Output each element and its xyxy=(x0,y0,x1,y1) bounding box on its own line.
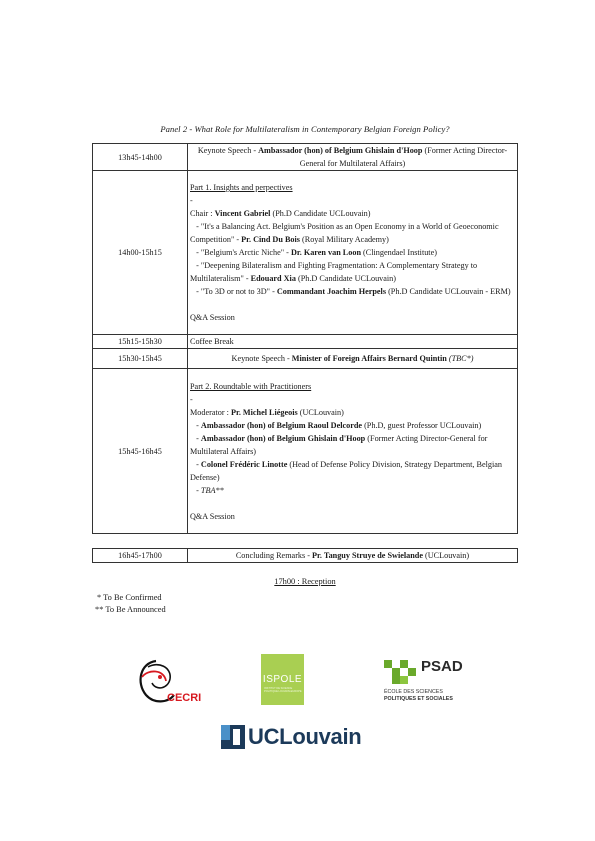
reception-line: 17h00 : Reception xyxy=(274,577,336,586)
psad-subtitle xyxy=(384,689,453,702)
moderator-label: Moderator : xyxy=(190,407,231,417)
talk-title: - "It's a Balancing Act. Belgium's Position as an Open Economy in a World of Geoeconomic Competition" - xyxy=(190,222,501,244)
tbc-mark: (TBC*) xyxy=(448,354,474,363)
speaker-name: Dr. Karen van Loon xyxy=(290,248,361,257)
concluding-cell xyxy=(188,549,518,563)
psad-subtitle-line1: ÉCOLE DES SCIENCES xyxy=(384,689,443,695)
speaker-name: Edouard Xia xyxy=(250,274,296,283)
cecri-emblem-icon xyxy=(134,657,204,707)
tba-speaker: TBA** xyxy=(200,485,224,495)
bullet: - xyxy=(190,433,201,443)
talk-title: - "To 3D or not to 3D" - xyxy=(190,287,277,296)
speaker-name: Pr. Cind Du Bois xyxy=(241,235,300,244)
cecri-logo xyxy=(134,657,204,707)
keynote-speaker: Minister of Foreign Affairs Bernard Quintin xyxy=(291,354,447,363)
table-row xyxy=(93,144,518,171)
moderator-affiliation: (UCLouvain) xyxy=(297,407,344,417)
qa-session: Q&A Session xyxy=(190,511,235,521)
keynote-prefix: Keynote Speech - xyxy=(197,146,259,155)
chair-line xyxy=(190,207,515,220)
ispole-subtitle: INSTITUT DE SCIENCE POLITIQUE LOUVAIN-EUROPE xyxy=(264,687,302,693)
table-row xyxy=(93,349,518,369)
part2-cell xyxy=(188,369,518,534)
panel-title: Panel 2 - What Role for Multilateralism in Contemporary Belgian Foreign Policy? xyxy=(160,124,450,134)
list-item xyxy=(190,419,515,432)
spacer xyxy=(190,497,515,510)
time-cell: 13h45-14h00 xyxy=(93,144,188,171)
concluding-table xyxy=(92,548,518,563)
table-row xyxy=(93,549,518,563)
keynote-speaker: Ambassador (hon) of Belgium Ghislain d'Hoop xyxy=(258,146,423,155)
time-cell: 16h45-17h00 xyxy=(93,549,188,563)
program-table xyxy=(92,143,518,534)
coffee-break: Coffee Break xyxy=(188,335,518,349)
psad-wordmark: PSAD xyxy=(421,658,463,675)
keynote-role: (Former Acting Director-General for Multilateral Affairs) xyxy=(299,146,508,168)
time-cell: 14h00-15h15 xyxy=(93,171,188,335)
keynote-cell xyxy=(188,144,518,171)
concluding-speaker: Pr. Tanguy Struye de Swielande xyxy=(312,551,423,560)
qa-session: Q&A Session xyxy=(190,313,235,322)
moderator-line xyxy=(190,406,515,419)
bullet: - xyxy=(190,485,201,495)
part2-title: Part 2. Roundtable with Practitioners xyxy=(190,381,312,391)
speaker-name: Colonel Frédéric Linotte xyxy=(200,459,288,469)
spacer xyxy=(190,298,515,311)
uclouvain-logo xyxy=(221,723,381,751)
concluding-prefix: Concluding Remarks - xyxy=(235,551,313,560)
part1-title: Part 1. Insights and perpectives xyxy=(190,183,293,192)
cecri-wordmark: CECRI xyxy=(167,692,202,704)
psad-subtitle-line2: POLITIQUES ET SOCIALES xyxy=(384,695,453,702)
psad-squares-icon xyxy=(384,658,420,688)
time-cell: 15h30-15h45 xyxy=(93,349,188,369)
speaker-affiliation: (Clingendael Institute) xyxy=(361,248,437,257)
speaker-affiliation: (Ph.D Candidate UCLouvain) xyxy=(295,274,396,283)
spacer-dash: - xyxy=(190,196,193,205)
list-item xyxy=(190,458,515,484)
chair-affiliation: (Ph.D Candidate UCLouvain) xyxy=(270,209,371,218)
bullet: - xyxy=(190,420,201,430)
footnote-tbc: * To Be Confirmed xyxy=(97,593,162,602)
concluding-affiliation: (UCLouvain) xyxy=(422,551,470,560)
talk-title: - "Belgium's Arctic Niche" - xyxy=(190,248,291,257)
table-row xyxy=(93,369,518,534)
list-item xyxy=(190,246,515,259)
speaker-affiliation: (Ph.D, guest Professor UCLouvain) xyxy=(362,420,482,430)
list-item xyxy=(190,484,515,497)
psad-logo xyxy=(384,658,474,706)
ispole-logo xyxy=(261,654,304,705)
part1-cell xyxy=(188,171,518,335)
time-cell: 15h45-16h45 xyxy=(93,369,188,534)
spacer-dash: - xyxy=(190,394,193,404)
uclouvain-wordmark: UCLouvain xyxy=(248,724,362,749)
chair-label: Chair : xyxy=(190,209,215,218)
list-item xyxy=(190,432,515,458)
speaker-affiliation: (Former Acting Director-General for Multilateral Affairs) xyxy=(190,433,490,456)
ispole-wordmark: ISPOLE xyxy=(262,674,303,685)
keynote-prefix: Keynote Speech - xyxy=(231,354,292,363)
table-row xyxy=(93,335,518,349)
speaker-affiliation: (Ph.D Candidate UCLouvain - ERM) xyxy=(386,287,511,296)
table-row xyxy=(93,171,518,335)
speaker-name: Ambassador (hon) of Belgium Raoul Delcorde xyxy=(200,420,363,430)
list-item xyxy=(190,259,515,285)
speaker-name: Ambassador (hon) of Belgium Ghislain d'Hoop xyxy=(200,433,366,443)
speaker-name: Commandant Joachim Herpels xyxy=(276,287,387,296)
bullet: - xyxy=(190,459,201,469)
keynote-cell xyxy=(188,349,518,369)
uclouvain-square-icon xyxy=(221,725,245,749)
list-item xyxy=(190,220,515,246)
moderator-name: Pr. Michel Liégeois xyxy=(230,407,298,417)
talk-title: - "Deepening Bilateralism and Fighting Fragmentation: A Complementary Strategy to Multilateralism" - xyxy=(190,261,480,283)
list-item xyxy=(190,285,515,298)
speaker-affiliation: (Head of Defense Policy Division, Strategy Department, Belgian Defense) xyxy=(190,459,505,482)
time-cell: 15h15-15h30 xyxy=(93,335,188,349)
speaker-affiliation: (Royal Military Academy) xyxy=(299,235,389,244)
chair-name: Vincent Gabriel xyxy=(214,209,271,218)
footnote-tba: ** To Be Announced xyxy=(95,605,166,614)
